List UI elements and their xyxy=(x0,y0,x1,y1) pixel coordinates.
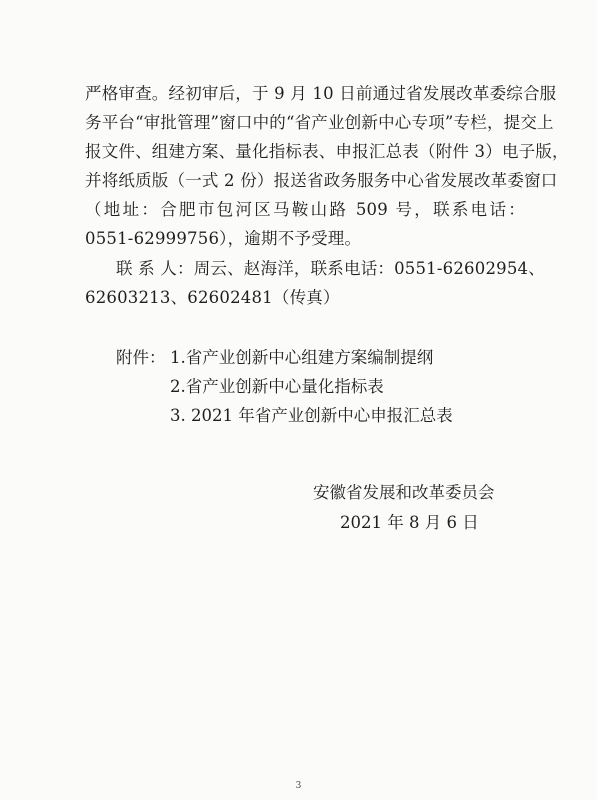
contact-line-1: 联 系 人：周云、赵海洋，联系电话：0551-62602954、 xyxy=(116,259,545,278)
body-line-3: 报文件、组建方案、量化指标表、申报汇总表（附件 3）电子版， xyxy=(85,142,569,161)
attachment-item-2: 2.省产业创新中心量化指标表 xyxy=(170,377,384,396)
contact-line-2: 62603213、62602481（传真） xyxy=(85,288,340,307)
attachments-label: 附件： xyxy=(116,348,166,367)
body-line-1: 严格审查。经初审后，于 9 月 10 日前通过省发展改革委综合服 xyxy=(85,84,557,103)
attachment-item-3: 3. 2021 年省产业创新中心申报汇总表 xyxy=(170,406,453,425)
signature-date: 2021 年 8 月 6 日 xyxy=(340,513,479,532)
signature-organization: 安徽省发展和改革委员会 xyxy=(313,483,495,502)
body-line-6: 0551-62999756），逾期不予受理。 xyxy=(85,229,362,248)
body-line-4: 并将纸质版（一式 2 份）报送省政务服务中心省发展改革委窗口 xyxy=(85,171,558,190)
page-number: 3 xyxy=(295,781,302,791)
attachment-item-1: 1.省产业创新中心组建方案编制提纲 xyxy=(170,348,434,367)
body-line-2: 务平台“审批管理”窗口中的“省产业创新中心专项”专栏，提交上 xyxy=(85,113,554,132)
body-line-5: （地址：合肥市包河区马鞍山路 509 号，联系电话： xyxy=(85,200,525,219)
